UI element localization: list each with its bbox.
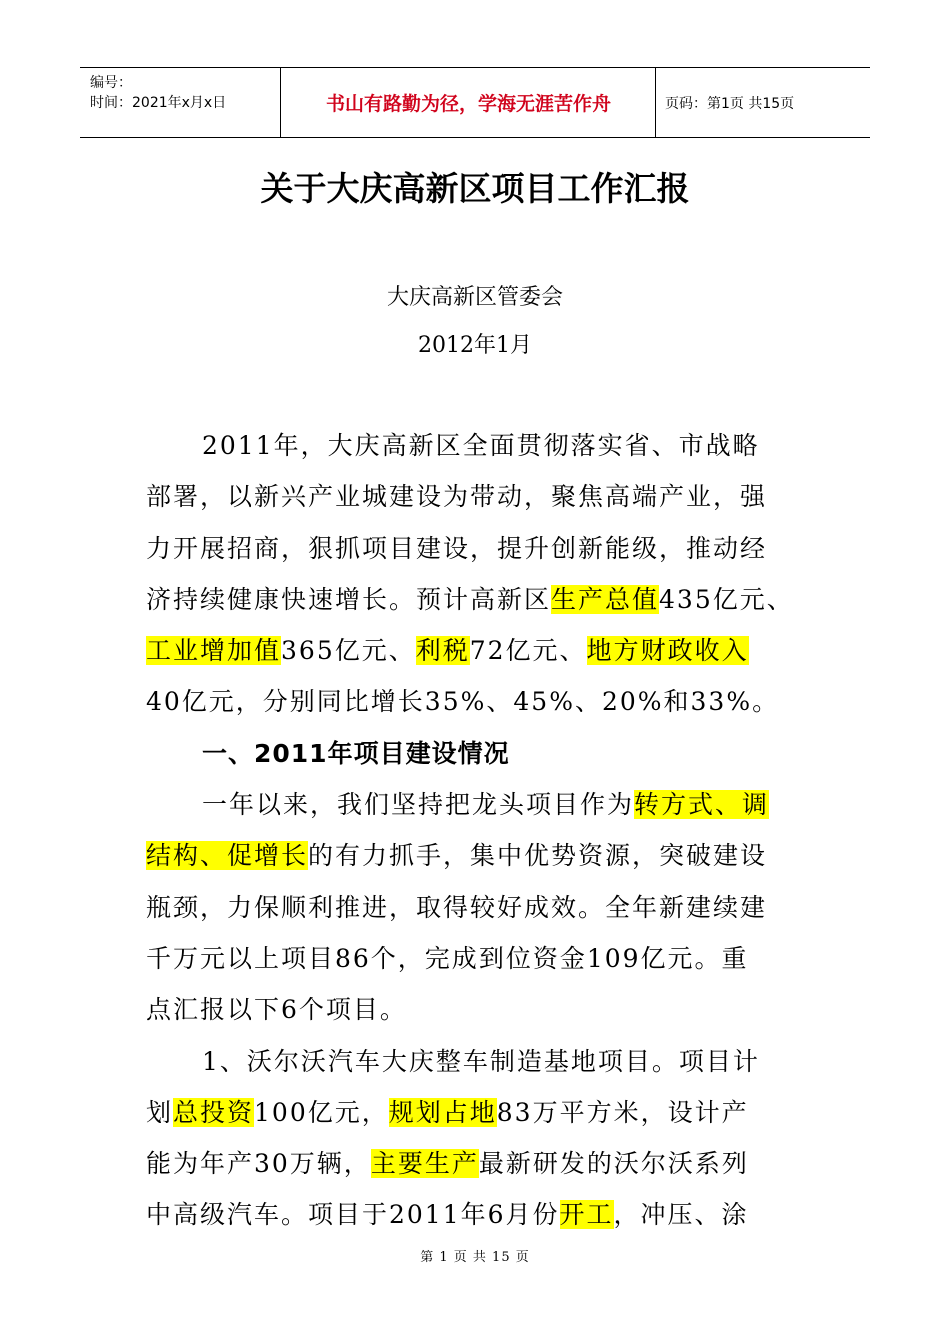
document-title: 关于大庆高新区项目工作汇报 — [260, 169, 690, 208]
text-segment: ，冲压、涂 — [613, 1200, 749, 1230]
section-heading — [146, 728, 810, 779]
body-line — [146, 1138, 810, 1189]
page-footer: 第 1 页 共 15 页 — [420, 1250, 530, 1265]
text-segment: 部署，以新兴产业城建设为带动，聚焦高端产业，强 — [146, 482, 768, 512]
body-line — [146, 830, 810, 881]
highlighted-text: 转方式、调 — [634, 790, 770, 820]
highlighted-text: 开工 — [559, 1200, 614, 1230]
motto: 书山有路勤为径，学海无涯苦作舟 — [282, 68, 656, 137]
text-segment: 72亿元、 — [469, 636, 587, 666]
text-segment: 83万平方米，设计产 — [496, 1097, 749, 1127]
body-line — [146, 1036, 810, 1087]
text-segment: 435亿元、 — [659, 584, 794, 614]
highlighted-text: 利税 — [415, 636, 470, 666]
header-meta-cell — [80, 68, 281, 137]
highlighted-text: 结构、促增长 — [146, 841, 309, 871]
text-segment: 力开展招商，狠抓项目建设，提升创新能级，推动经 — [146, 533, 768, 563]
page-info: 页码：第1页 共15页 — [665, 95, 795, 112]
text-segment: 能为年产30万辆， — [146, 1149, 371, 1179]
text-segment: 的有力抓手，集中优势资源，突破建设 — [308, 841, 768, 871]
body-line — [146, 1087, 810, 1138]
text-segment: 最新研发的沃尔沃系列 — [478, 1149, 749, 1179]
document-date: 2012年1月 — [418, 333, 532, 358]
body-line — [146, 984, 810, 1035]
text-segment: 济持续健康快速增长。预计高新区 — [146, 584, 552, 614]
highlighted-text: 工业增加值 — [146, 636, 282, 666]
body-line — [146, 676, 810, 727]
text-segment: 1、沃尔沃汽车大庆整车制造基地项目。项目计 — [202, 1046, 760, 1076]
text-segment: 点汇报以下6个项目。 — [146, 995, 407, 1025]
highlighted-text: 总投资 — [173, 1097, 255, 1127]
text-segment: 2011年，大庆高新区全面贯彻落实省、市战略 — [202, 431, 760, 460]
body-line — [146, 523, 810, 574]
document-body — [146, 420, 810, 1241]
text-segment: 365亿元、 — [281, 636, 416, 666]
body-line — [146, 471, 810, 522]
text-segment: 中高级汽车。项目于2011年6月份 — [146, 1200, 560, 1230]
text-segment: 瓶颈，力保顺利推进，取得较好成效。全年新建续建 — [146, 892, 768, 922]
highlighted-text: 地方财政收入 — [586, 636, 749, 666]
header-table — [80, 67, 870, 138]
text-segment: 千万元以上项目86个，完成到位资金109亿元。重 — [146, 943, 749, 973]
time-label: 时间：2021年x月x日 — [90, 95, 227, 111]
body-line — [146, 1189, 810, 1240]
body-line — [146, 933, 810, 984]
number-label: 编号： — [90, 75, 132, 91]
highlighted-text: 生产总值 — [551, 584, 660, 614]
highlighted-text: 规划占地 — [388, 1097, 497, 1127]
text-segment: 40亿元，分别同比增长35%、45%、20%和33%。 — [146, 687, 780, 717]
body-line — [146, 574, 810, 625]
body-line — [146, 882, 810, 933]
text-segment: 100亿元， — [254, 1097, 389, 1127]
body-line — [146, 779, 810, 830]
body-line — [146, 420, 810, 471]
text-segment: 一、2011年项目建设情况 — [202, 738, 510, 768]
text-segment: 一年以来，我们坚持把龙头项目作为 — [202, 790, 635, 820]
text-segment: 划 — [146, 1097, 174, 1127]
body-line — [146, 625, 810, 676]
organization: 大庆高新区管委会 — [386, 285, 563, 310]
highlighted-text: 主要生产 — [370, 1149, 479, 1179]
